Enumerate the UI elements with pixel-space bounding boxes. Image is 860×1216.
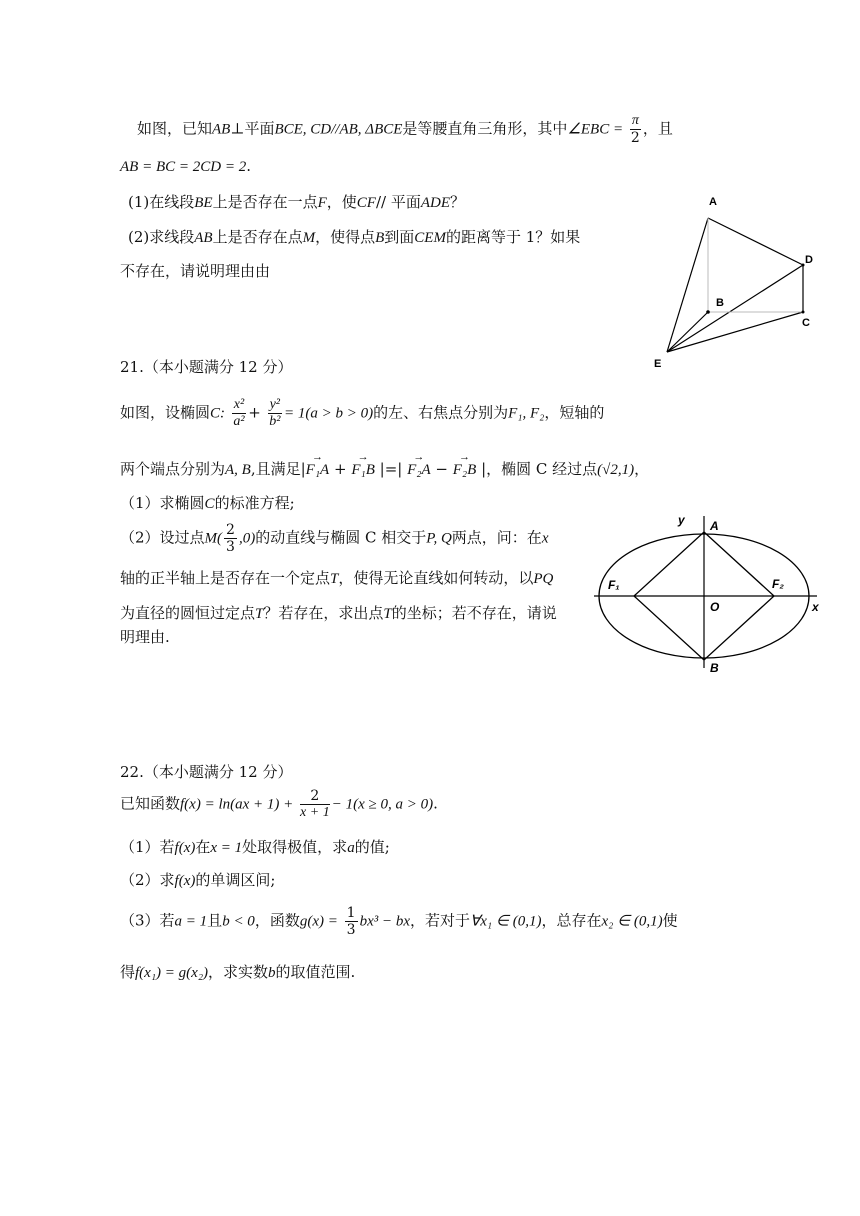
p20-question-2: (2)求线段AB上是否存在点M，使得点B到面CEM的距离等于 1？如果 <box>128 228 581 246</box>
label-B: B <box>716 297 724 309</box>
label-C: C <box>802 317 810 329</box>
label-E: E <box>654 358 662 370</box>
p22-question-3-cont: 得f(x₁) = g(x₂)，求实数b的取值范围. <box>120 963 356 981</box>
pi-over-2: $\frac{\pi}{2}$ <box>630 113 640 146</box>
p21-question-1: （1）求椭圆C的标准方程; <box>120 494 295 512</box>
p21-question-2-line-3: 为直径的圆恒过定点T？若存在，求出点T的坐标；若不存在，请说 <box>120 604 557 622</box>
p20-line-1: 如图，已知AB⊥平面BCE, CD//AB, ΔBCE是等腰直角三角形，其中∠EBC = $\frac{\pi}{2}$ ，且 <box>137 113 673 146</box>
label-x: x <box>812 600 819 614</box>
p22-line-1: 已知函数f(x) = ln(ax + 1) + $\frac{2}{x + 1}$ − 1(x ≥ 0, a > 0). <box>120 788 438 820</box>
edge-AD <box>708 218 803 265</box>
label-O: O <box>710 600 720 614</box>
label-B: B <box>710 661 719 675</box>
p21-line-2: 两个端点分别为A, B,且满足|→ F₁A + → F₁B |=| → F₂A − → F₂B |，椭圆 C 经过点(√2,1)， <box>120 458 649 479</box>
p22-question-2: （2）求f(x)的单调区间; <box>120 871 276 889</box>
point-C <box>802 311 805 314</box>
label-A: A <box>709 196 717 208</box>
geometry-figure <box>640 185 830 375</box>
label-A: A <box>710 519 719 533</box>
p22-question-1: （1）若f(x)在x = 1处取得极值，求a的值; <box>120 838 390 856</box>
p21-line-1: 如图，设椭圆C: $\frac{\text{x²}}{\text{a²}}$ + $\frac{\text{y²}}{\text{b²}}$ = 1(a > b > 0)的左、右焦点分别为F₁, F₂，短轴的 <box>120 397 605 429</box>
p21-header: 21.（本小题满分 12 分） <box>120 358 293 376</box>
p21-question-2: （2）设过点M( $\frac{2}{3}$ ,0)的动直线与椭圆 C 相交于P, Q两点，问：在x <box>120 522 549 555</box>
p22-question-3: （3）若a = 1且b < 0，函数g(x) = $\frac{1}{3}$ bx³ − bx，若对于∀x₁ ∈ (0,1)，总存在x₂ ∈ (0,1)使 <box>120 905 678 938</box>
p20-question-1: (1)在线段BE上是否存在一点F，使CF// 平面ADE？ <box>128 193 466 211</box>
p20-line-2: AB = BC = 2CD = 2. <box>120 157 251 175</box>
edge-ED <box>667 265 803 352</box>
label-F1: F₁ <box>608 578 620 592</box>
label-F2: F₂ <box>772 577 784 591</box>
label-D: D <box>805 254 813 266</box>
point-B <box>706 310 710 314</box>
p20-question-2-cont: 不存在，请说明理由由 <box>120 262 271 280</box>
label-y: y <box>678 513 685 527</box>
p21-question-2-line-4: 明理由. <box>120 628 170 646</box>
p21-question-2-line-2: 轴的正半轴上是否存在一个定点T，使得无论直线如何转动，以PQ <box>120 569 554 587</box>
p22-header: 22.（本小题满分 12 分） <box>120 763 293 781</box>
ellipse-figure <box>592 510 828 675</box>
